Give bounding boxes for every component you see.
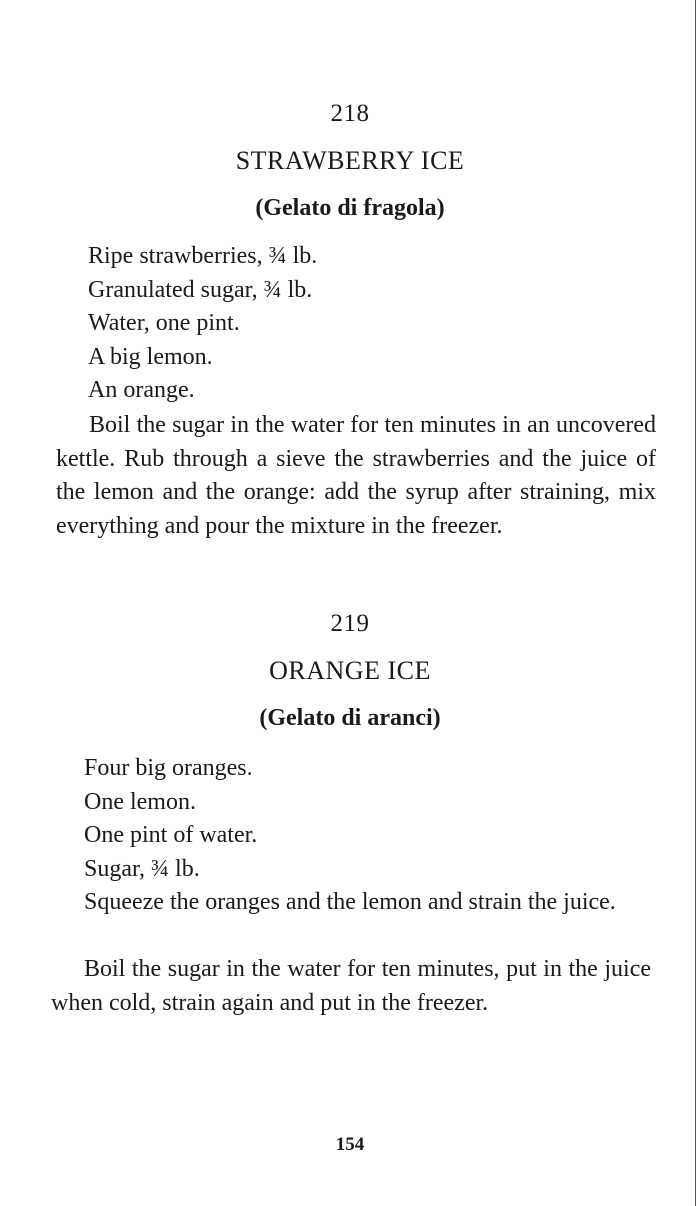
ingredient-item: A big lemon. — [88, 343, 213, 370]
ingredient-item: Water, one pint. — [88, 310, 240, 336]
ingredient-list — [88, 240, 317, 408]
recipe-title: ORANGE ICE — [269, 656, 431, 685]
recipe-number: 218 — [330, 100, 370, 127]
ingredient-item: One pint of water. — [84, 822, 258, 848]
page-number: 154 — [335, 1134, 365, 1155]
instructions-paragraph: Squeeze the oranges and the lemon and strain the juice. — [84, 889, 616, 915]
recipe-number: 219 — [330, 610, 370, 637]
instructions-paragraph: Boil the sugar in the water for ten minutes in an uncovered kettle. Rub through a sieve the strawberries and the juice of the lemon and the orange: add the syrup after straining, mix everything and pour the mixture in the freezer. — [56, 412, 656, 539]
ingredient-item: Ripe strawberries, ¾ lb. — [88, 243, 318, 269]
recipe-subtitle: (Gelato di fragola) — [255, 195, 445, 221]
recipe-subtitle: (Gelato di aranci) — [259, 705, 441, 731]
recipe-title: STRAWBERRY ICE — [235, 146, 465, 175]
ingredient-item: Sugar, ¾ lb. — [84, 855, 200, 882]
ingredient-item: One lemon. — [84, 788, 196, 815]
ingredient-item: An orange. — [88, 377, 195, 403]
ingredient-list — [84, 752, 257, 886]
ingredient-item: Four big oranges. — [84, 755, 253, 781]
ingredient-item: Granulated sugar, ¾ lb. — [88, 276, 313, 303]
instructions-paragraph: Boil the sugar in the water for ten minutes, put in the juice when cold, strain again and put in the freezer. — [51, 956, 651, 1016]
